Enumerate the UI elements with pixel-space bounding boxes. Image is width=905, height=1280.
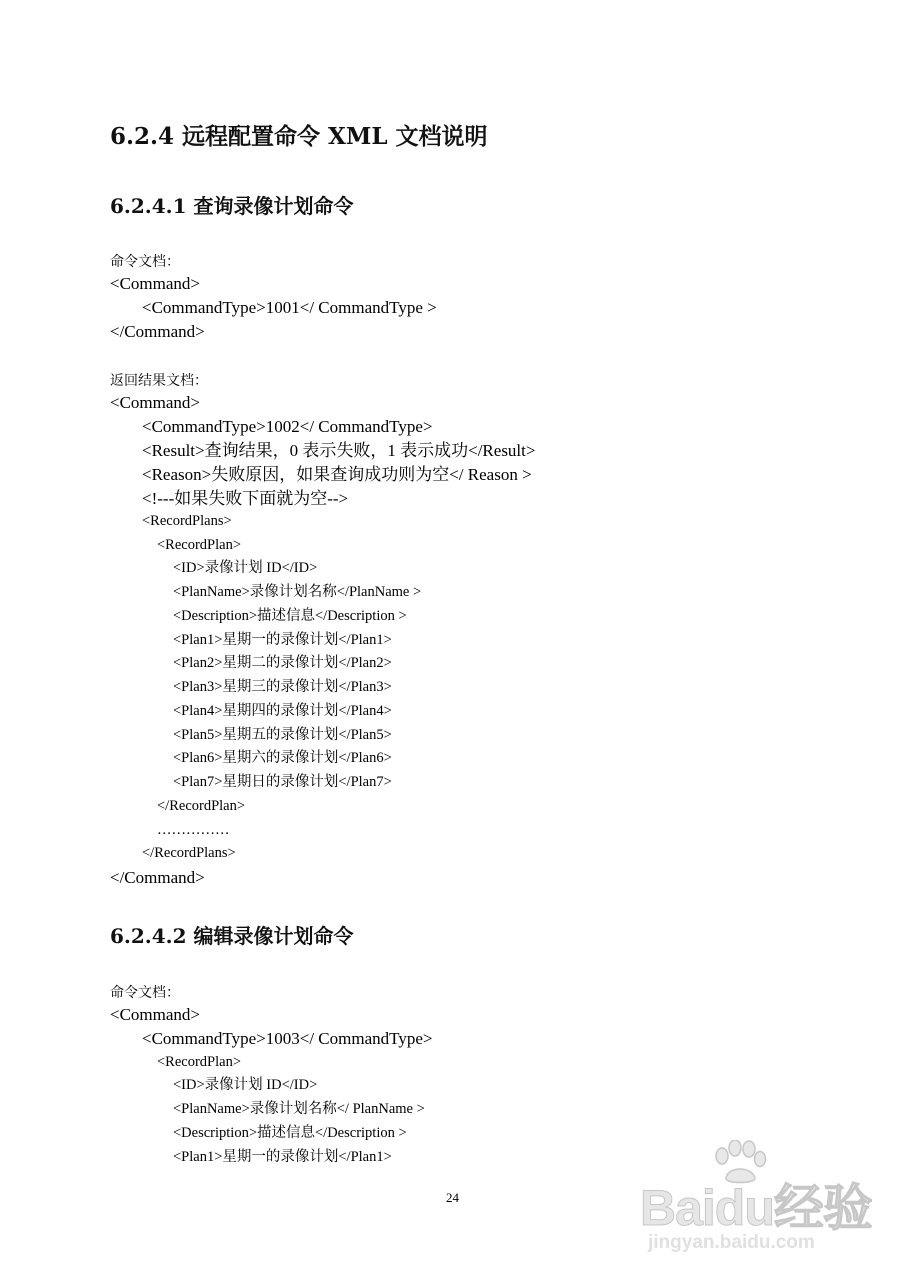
code-line: <RecordPlan> <box>157 1054 242 1070</box>
code-line: <ID>录像计划 ID</ID> <box>173 1077 318 1093</box>
code-line: <Result>查询结果，0 表示失败，1 表示成功</Result> <box>142 441 536 460</box>
code-line: <Plan1>星期一的录像计划</Plan1> <box>173 1149 392 1165</box>
code-line: <Command> <box>110 393 201 412</box>
code-line: <Plan3>星期三的录像计划</Plan3> <box>173 679 392 695</box>
subsection-heading-edit: 6.2.4.2 编辑录像计划命令 <box>110 924 354 948</box>
watermark-site: jingyan.baidu.com <box>648 1232 815 1253</box>
page-number: 24 <box>446 1190 459 1205</box>
code-line: </RecordPlans> <box>142 845 236 861</box>
code-line: <Command> <box>110 1005 201 1024</box>
baidu-watermark <box>640 1140 870 1270</box>
code-line: <Plan5>星期五的录像计划</Plan5> <box>173 727 392 743</box>
code-line: <RecordPlans> <box>142 513 232 529</box>
code-line: <CommandType>1002</ CommandType> <box>142 417 433 436</box>
code-line: <Description>描述信息</Description > <box>173 1125 407 1141</box>
ellipsis-line: …………… <box>157 822 230 838</box>
edit-command-label: 命令文档： <box>110 985 180 1001</box>
code-line: <Command> <box>110 274 201 293</box>
code-line: <Reason>失败原因，如果查询成功则为空</ Reason > <box>142 465 532 484</box>
code-line: <Description>描述信息</Description > <box>173 608 407 624</box>
subsection-heading-query: 6.2.4.1 查询录像计划命令 <box>110 194 354 218</box>
code-comment: <!---如果失败下面就为空--> <box>142 489 349 508</box>
code-line: <RecordPlan> <box>157 537 242 553</box>
code-line: <PlanName>录像计划名称</PlanName > <box>173 584 422 600</box>
watermark-brand: Baidu经验 <box>640 1180 872 1236</box>
query-result-label: 返回结果文档： <box>110 373 208 389</box>
code-line: <CommandType>1003</ CommandType> <box>142 1029 433 1048</box>
code-line: </Command> <box>110 868 205 887</box>
code-line: </Command> <box>110 322 205 341</box>
query-command-label: 命令文档： <box>110 254 180 270</box>
code-line: <ID>录像计划 ID</ID> <box>173 560 318 576</box>
code-line: </RecordPlan> <box>157 798 246 814</box>
code-line: <Plan1>星期一的录像计划</Plan1> <box>173 632 392 648</box>
code-line: <Plan6>星期六的录像计划</Plan6> <box>173 750 392 766</box>
code-line: <PlanName>录像计划名称</ PlanName > <box>173 1101 425 1117</box>
code-line: <Plan2>星期二的录像计划</Plan2> <box>173 655 392 671</box>
code-line: <Plan7>星期日的录像计划</Plan7> <box>173 774 392 790</box>
code-line: <Plan4>星期四的录像计划</Plan4> <box>173 703 392 719</box>
section-heading: 6.2.4 远程配置命令 XML 文档说明 <box>110 123 488 150</box>
code-line: <CommandType>1001</ CommandType > <box>142 298 437 317</box>
